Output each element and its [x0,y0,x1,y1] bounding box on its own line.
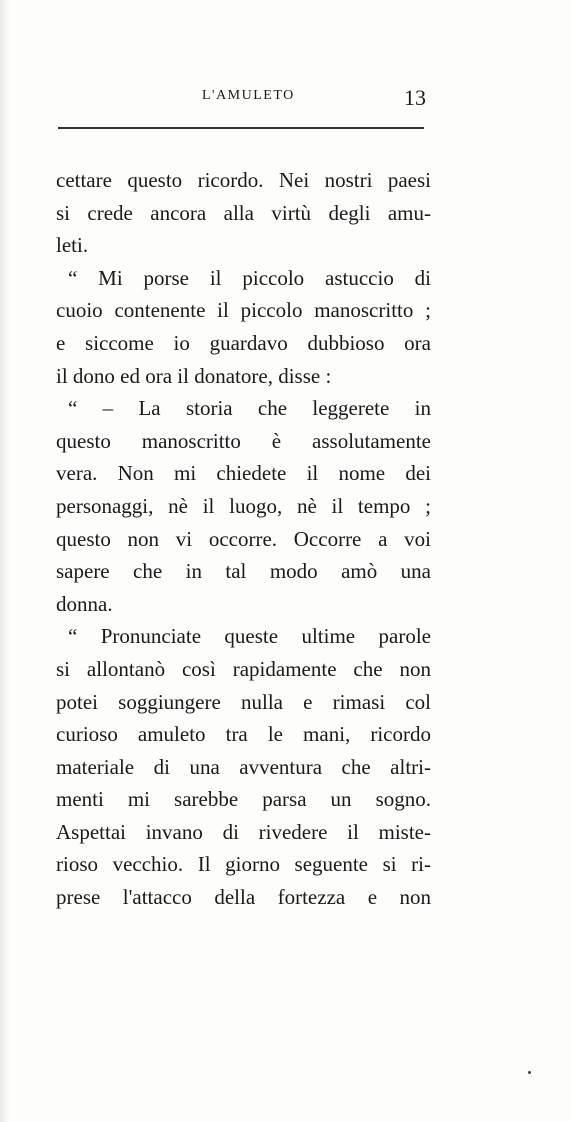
text-line: cuoio contenente il piccolo manoscritto ; [56,298,431,323]
paper-speck [528,1071,531,1074]
text-line: curioso amuleto tra le mani, ricordo [56,722,431,747]
text-line: si crede ancora alla virtù degli amu- [56,200,431,225]
page-gutter-shadow [0,0,10,1122]
running-header [58,85,426,115]
text-line: questo manoscritto è assolutamente [56,428,431,453]
text-line: sapere che in tal modo amò una [56,559,431,584]
running-title: L'AMULETO [202,88,295,103]
text-line: Aspettai invano di rivedere il miste- [56,819,431,844]
text-line: leti. [56,233,89,258]
header-rule [58,127,424,129]
text-line: “ Pronunciate queste ultime parole [68,624,431,649]
text-line: potei soggiungere nulla e rimasi col [56,689,431,714]
page-number: 13 [404,85,426,110]
text-line: cettare questo ricordo. Nei nostri paesi [56,168,431,192]
text-line: “ Mi porse il piccolo astuccio di [68,265,431,290]
text-line: materiale di una avventura che altri- [56,754,431,779]
text-line: prese l'attacco della fortezza e non [56,885,431,910]
text-line: il dono ed ora il donatore, disse : [56,363,332,388]
body-text [56,164,431,914]
text-line: e siccome io guardavo dubbioso ora [56,330,431,355]
text-line: si allontanò così rapidamente che non [56,656,431,681]
text-line: personaggi, nè il luogo, nè il tempo ; [56,493,431,518]
text-line: rioso vecchio. Il giorno seguente si ri- [56,852,431,877]
text-line: “ – La storia che leggerete in [68,396,431,421]
text-line: vera. Non mi chiedete il nome dei [56,461,431,486]
text-line: questo non vi occorre. Occorre a voi [56,526,431,551]
text-line: menti mi sarebbe parsa un sogno. [56,787,431,812]
text-line: donna. [56,591,113,616]
